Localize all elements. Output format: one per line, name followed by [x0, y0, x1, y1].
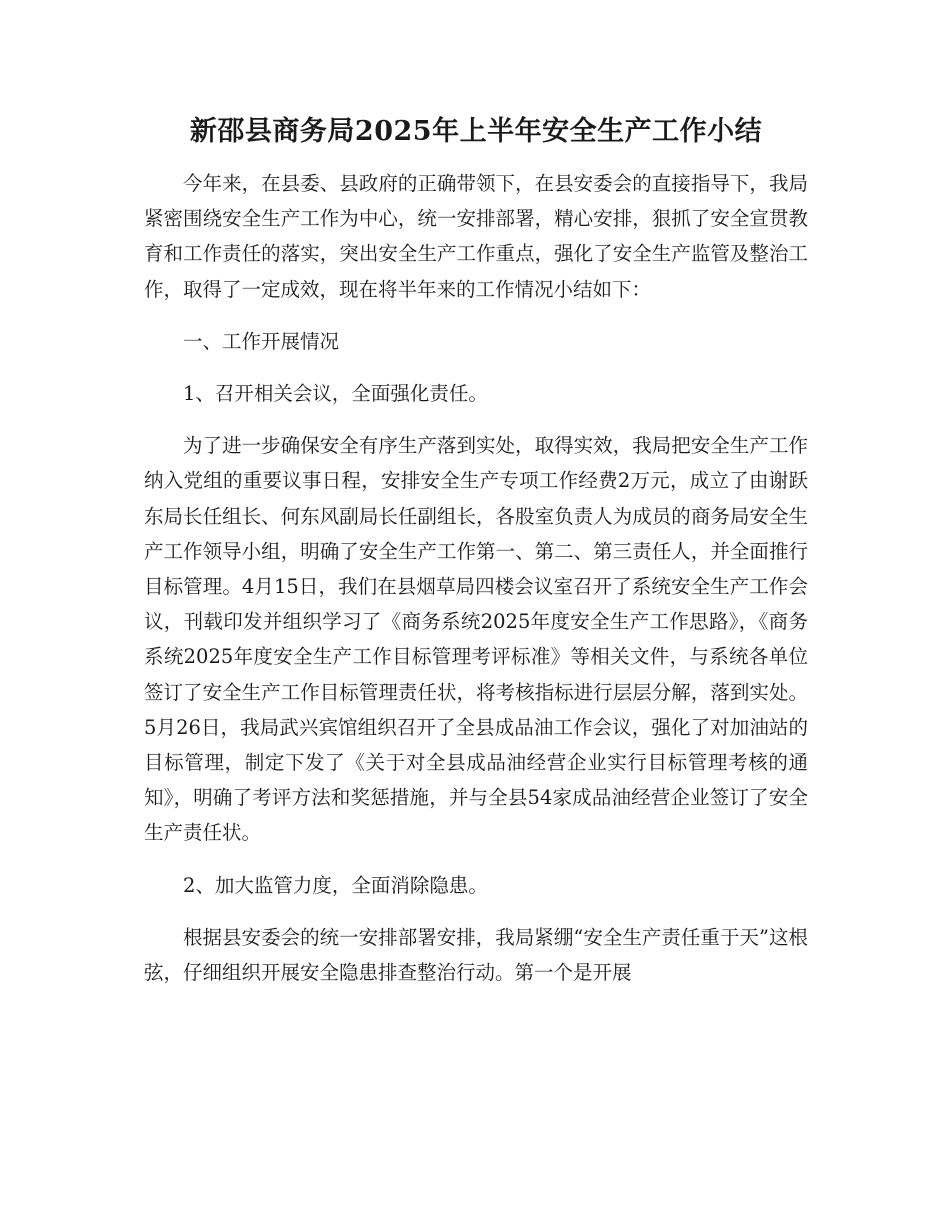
- supervision-paragraph: 根据县安委会的统一安排部署安排，我局紧绷“安全生产责任重于天”这根弦，仔细组织开展安全隐患排查整治行动。第一个是开展: [144, 925, 808, 985]
- intro-paragraph: 今年来，在县委、县政府的正确带领下，在县安委会的直接指导下，我局紧密围绕安全生产工作为中心，统一安排部署，精心安排，狠抓了安全宣贯教育和工作责任的落实，突出安全生产工作重点，强化了安全生产监管及整治工作，取得了一定成效，现在将半年来的工作情况小结如下：: [144, 172, 808, 301]
- subsection-heading-supervision: 2、加大监管力度，全面消除隐患。: [183, 873, 488, 897]
- meetings-paragraph: 为了进一步确保安全有序生产落到实处，取得实效，我局把安全生产工作纳入党组的重要议事日程，安排安全生产专项工作经费2万元，成立了由谢跃东局长任组长、何东风副局长任副组长，各股室负责人为成员的商务局安全生产工作领导小组，明确了安全生产工作第一、第二、第三责任人，并全面推行目标管理。4月15日，我们在县烟草局四楼会议室召开了系统安全生产工作会议，刊载印发并组织学习了《商务系统2025年度安全生产工作思路》，《商务系统2025年度安全生产工作目标管理考评标准》等相关文件，与系统各单位签订了安全生产工作目标管理责任状，将考核指标进行层层分解，落到实处。5月26日，我局武兴宾馆组织召开了全县成品油工作会议，强化了对加油站的目标管理，制定下发了《关于对全县成品油经营企业实行目标管理考核的通知》，明确了考评方法和奖惩措施，并与全县54家成品油经营企业签订了安全生产责任状。: [144, 434, 808, 845]
- section-heading-work-status: 一、工作开展情况: [183, 329, 340, 353]
- subsection-heading-meetings: 1、召开相关会议，全面强化责任。: [183, 382, 488, 406]
- document-page: [144, 112, 808, 1007]
- document-title: 新邵县商务局2025年上半年安全生产工作小结: [189, 116, 763, 147]
